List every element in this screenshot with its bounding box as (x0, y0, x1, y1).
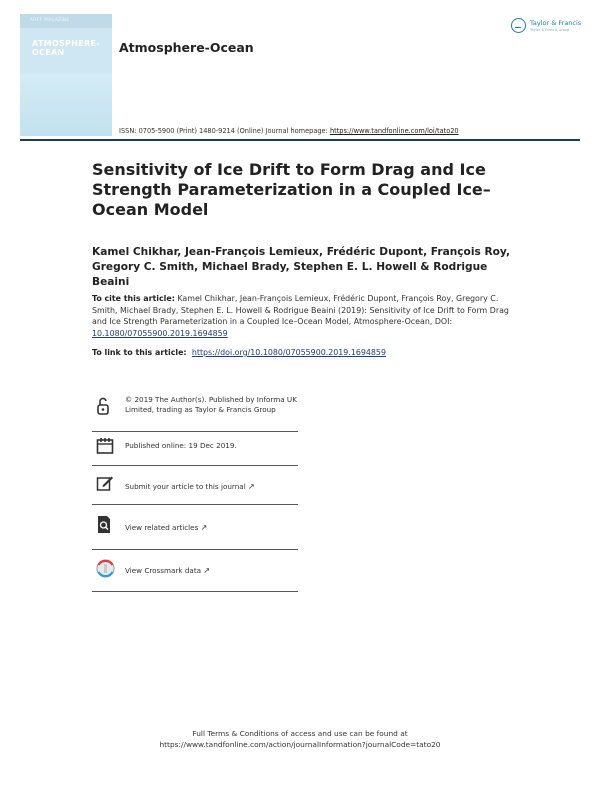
divider (92, 504, 298, 505)
article-link-label: To link to this article: (92, 348, 190, 357)
external-link-icon: ↗ (200, 523, 208, 532)
article-link-line (92, 348, 386, 357)
footer (0, 728, 600, 750)
divider (92, 591, 298, 592)
citation-block (92, 293, 514, 339)
related-row[interactable] (92, 515, 298, 537)
divider (92, 549, 298, 550)
published-row (92, 437, 298, 459)
footer-terms-text: Full Terms & Conditions of access and use can be found at (192, 729, 408, 738)
cover-header: AOFF MAGAZINE (30, 17, 70, 22)
open-access-text: © 2019 The Author(s). Published by Informa UK Limited, trading as Taylor & Francis Group (125, 395, 297, 414)
issn-text: ISSN: 0705-5900 (Print) 1480-9214 (Online) Journal homepage: (119, 127, 330, 135)
related-articles-link[interactable]: View related articles (125, 523, 199, 532)
submit-row[interactable] (92, 475, 298, 497)
article-authors: Kamel Chikhar, Jean-François Lemieux, Frédéric Dupont, François Roy, Gregory C. Smith, Michael Brady, Stephen E. L. Howell & Rodrigue Beaini (92, 246, 510, 288)
crossmark-row[interactable] (92, 559, 298, 581)
citation-doi-link[interactable]: 10.1080/07055900.2019.1694859 (92, 328, 228, 338)
cover-title: ATMOSPHERE-OCEAN (32, 39, 100, 57)
journal-name: Atmosphere-Ocean (119, 40, 254, 55)
crossmark-link[interactable]: View Crossmark data (125, 566, 202, 575)
published-date: Published online: 19 Dec 2019. (125, 441, 237, 450)
footer-terms-link[interactable]: https://www.tandfonline.com/action/journalInformation?journalCode=tato20 (159, 740, 441, 749)
citation-text: Kamel Chikhar, Jean-François Lemieux, Frédéric Dupont, François Roy, Gregory C. Smith, Michael Brady, Stephen E. L. Howell & Rodrigue Beaini (2019): Sensitivity of Ice Drift to Form Drag and Ice Strength Parameterization in a Coupled Ice–Ocean Model, Atmosphere-Ocean, DOI: (92, 294, 509, 326)
external-link-icon: ↗ (203, 566, 211, 575)
external-link-icon: ↗ (248, 482, 255, 491)
journal-homepage-link[interactable]: https://www.tandfonline.com/loi/tato20 (329, 127, 459, 135)
issn-line (119, 127, 459, 135)
open-lock-icon (96, 397, 110, 415)
divider (92, 431, 298, 432)
publisher-logo-text: Taylor & Francis (530, 19, 582, 27)
submit-article-link[interactable]: Submit your article to this journal (125, 482, 246, 491)
document-search-icon (96, 515, 112, 534)
header-rule (20, 139, 580, 141)
crossmark-icon (96, 559, 115, 578)
journal-cover (20, 14, 112, 136)
citation-label: To cite this article: (92, 294, 175, 303)
calendar-icon (96, 437, 114, 454)
article-doi-link[interactable]: https://doi.org/10.1080/07055900.2019.1694859 (191, 348, 386, 357)
divider (92, 465, 298, 466)
edit-icon (96, 475, 114, 491)
article-title: Sensitivity of Ice Drift to Form Drag and Ice Strength Parameterization in a Coupled Ice–Ocean Model (92, 160, 491, 219)
publisher-logo-tagline: Taylor & Francis Group (530, 28, 570, 32)
publisher-logo-icon (511, 18, 526, 33)
open-access-row (92, 395, 298, 429)
publisher-logo[interactable] (510, 16, 584, 40)
